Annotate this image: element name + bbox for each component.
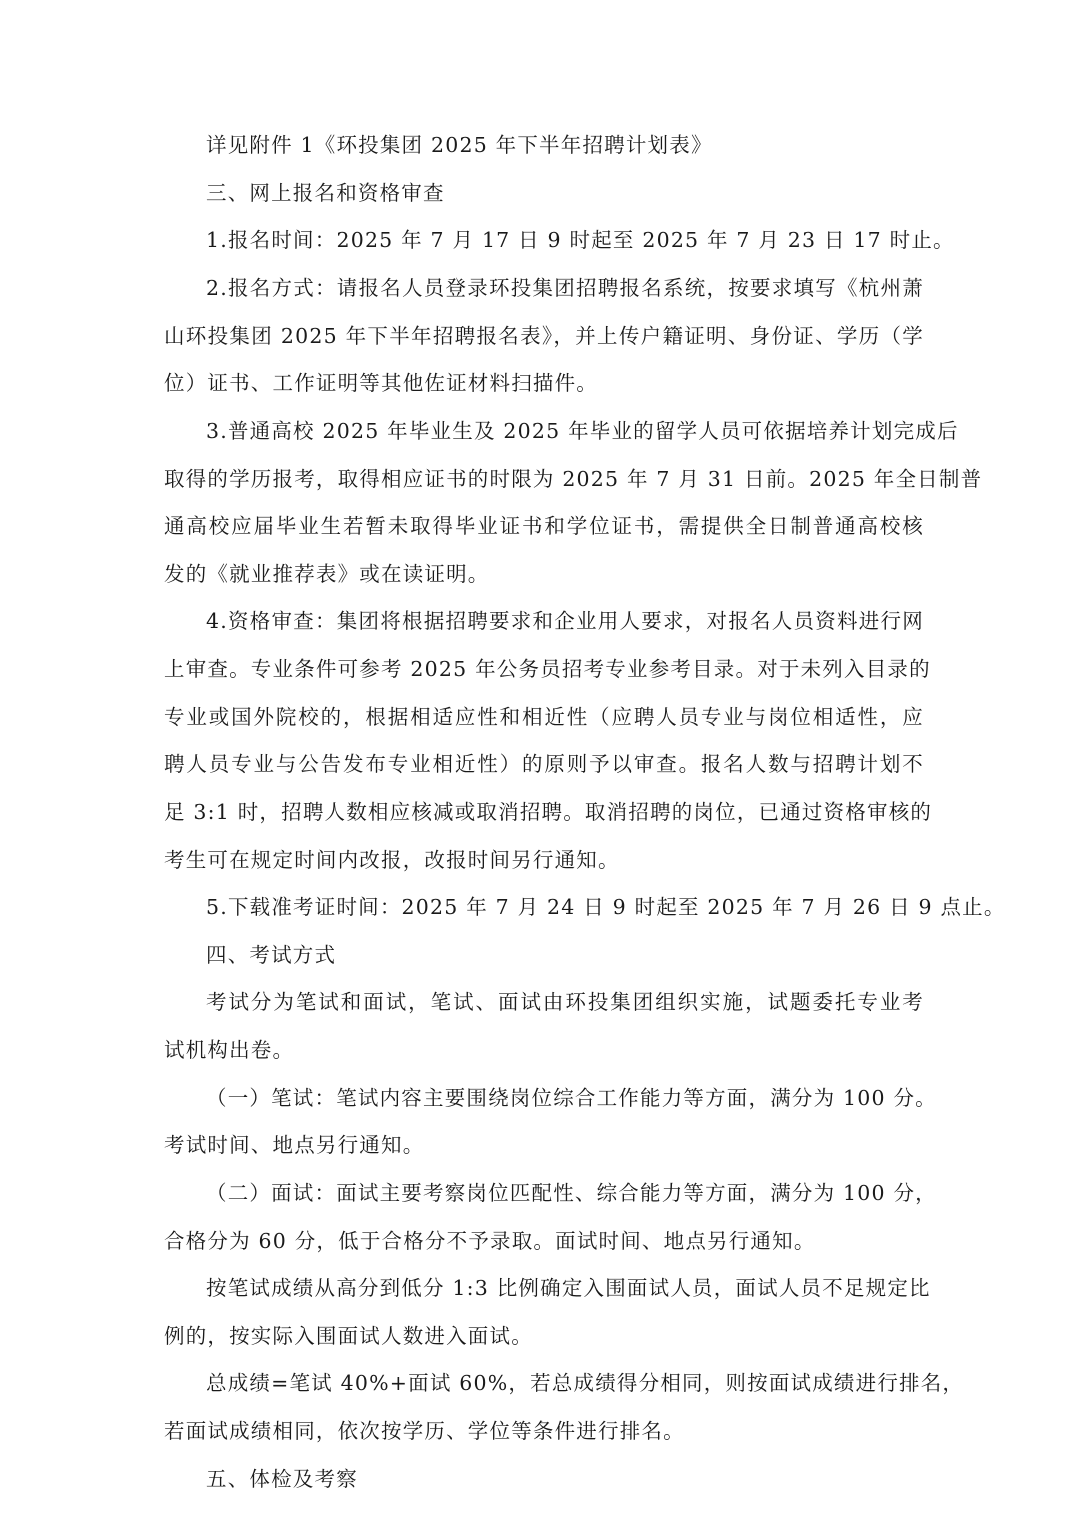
text-line: 试机构出卷。 [164, 1038, 295, 1062]
section-heading: 三、网上报名和资格审查 [206, 181, 445, 205]
text-line: 发的《就业推荐表》或在读证明。 [164, 562, 490, 586]
text-line: 合格分为 60 分，低于合格分不予录取。面试时间、地点另行通知。 [164, 1229, 816, 1253]
text-line: 总成绩=笔试 40%+面试 60%，若总成绩得分相同，则按面试成绩进行排名， [206, 1371, 965, 1395]
text-line: 专业或国外院校的，根据相适应性和相近性（应聘人员专业与岗位相适性，应 [164, 705, 924, 729]
text-line: 山环投集团 2025 年下半年招聘报名表》，并上传户籍证明、身份证、学历（学 [164, 324, 924, 348]
text-line: 2.报名方式：请报名人员登录环投集团招聘报名系统，按要求填写《杭州萧 [206, 276, 924, 300]
text-line: 考生可在规定时间内改报，改报时间另行通知。 [164, 848, 620, 872]
text-line: （二）面试：面试主要考察岗位匹配性、综合能力等方面，满分为 100 分， [206, 1181, 937, 1205]
text-line: 聘人员专业与公告发布专业相近性）的原则予以审查。报名人数与招聘计划不 [164, 752, 924, 776]
text-line: 5.下载准考证时间：2025 年 7 月 24 日 9 时起至 2025 年 7 月 26 日 9 点止。 [206, 895, 1006, 919]
text-line: 1.报名时间：2025 年 7 月 17 日 9 时起至 2025 年 7 月 23 日 17 时止。 [206, 228, 955, 252]
text-line: 3.普通高校 2025 年毕业生及 2025 年毕业的留学人员可依据培养计划完成后 [206, 419, 959, 443]
text-line: 通高校应届毕业生若暂未取得毕业证书和学位证书，需提供全日制普通高校核 [164, 514, 924, 538]
section-heading: 四、考试方式 [206, 943, 337, 967]
text-line: 详见附件 1《环投集团 2025 年下半年招聘计划表》 [206, 133, 713, 157]
text-line: 按笔试成绩从高分到低分 1:3 比例确定入围面试人员，面试人员不足规定比 [206, 1276, 931, 1300]
text-line: 足 3:1 时，招聘人数相应核减或取消招聘。取消招聘的岗位，已通过资格审核的 [164, 800, 933, 824]
text-line: 例的，按实际入围面试人数进入面试。 [164, 1324, 533, 1348]
text-line: 取得的学历报考，取得相应证书的时限为 2025 年 7 月 31 日前。2025 年全日制普 [164, 467, 983, 491]
text-line: 考试分为笔试和面试，笔试、面试由环投集团组织实施，试题委托专业考 [206, 990, 924, 1014]
text-line: 若面试成绩相同，依次按学历、学位等条件进行排名。 [164, 1419, 685, 1443]
text-line: 4.资格审查：集团将根据招聘要求和企业用人要求，对报名人员资料进行网 [206, 609, 924, 633]
text-line: 位）证书、工作证明等其他佐证材料扫描件。 [164, 371, 598, 395]
text-line: （一）笔试：笔试内容主要围绕岗位综合工作能力等方面，满分为 100 分。 [206, 1086, 937, 1110]
text-line: 上审查。专业条件可参考 2025 年公务员招考专业参考目录。对于未列入目录的 [164, 657, 931, 681]
section-heading: 五、体检及考察 [206, 1467, 358, 1491]
text-line: 考试时间、地点另行通知。 [164, 1133, 425, 1157]
